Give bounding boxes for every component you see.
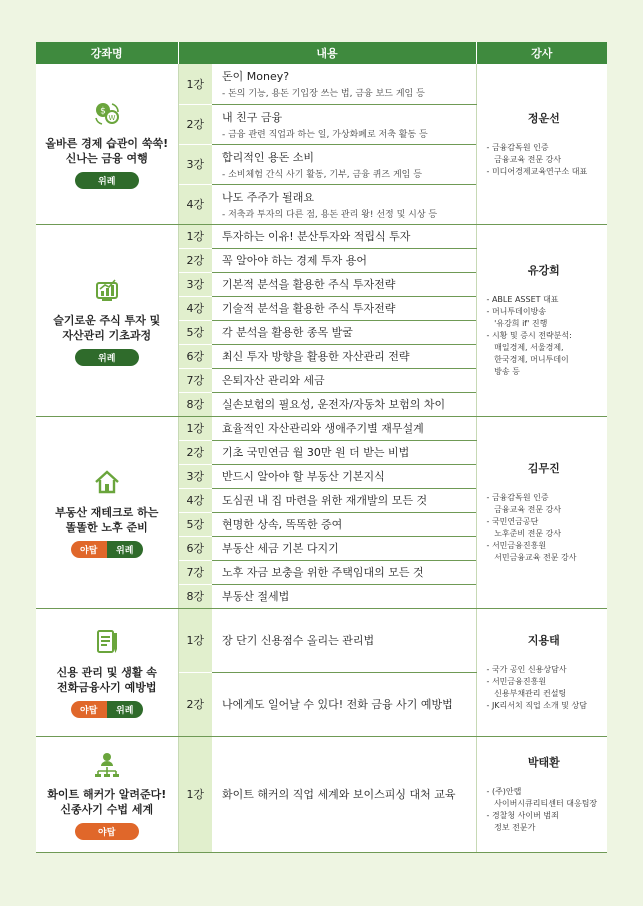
session-number: 4강 <box>178 184 212 224</box>
location-badge: 위례 <box>107 541 143 558</box>
session-number: 6강 <box>178 344 212 368</box>
course-section <box>36 224 607 416</box>
course-section <box>36 416 607 608</box>
instructor-profile: - 금융감독원 인증 금융교육 전문 강사 - 미디어경제교육연구소 대표 <box>486 142 588 176</box>
session-number: 7강 <box>178 560 212 584</box>
location-badge: 야탑 <box>71 541 107 558</box>
location-badge: 위례 <box>75 172 139 189</box>
session-number: 3강 <box>178 272 212 296</box>
location-badge: 야탑 <box>71 701 107 718</box>
lecture-cell <box>36 608 178 736</box>
header-lecture: 강좌명 <box>36 42 178 64</box>
instructor-cell <box>476 736 607 852</box>
session-number: 1강 <box>178 224 212 248</box>
session-number: 3강 <box>178 144 212 184</box>
session-number: 4강 <box>178 488 212 512</box>
session-content: 도심권 내 집 마련을 위한 재개발의 모든 것 <box>212 488 476 512</box>
header-content: 내용 <box>178 42 476 64</box>
instructor-name: 지용태 <box>527 634 560 647</box>
location-badge: 위례 <box>107 701 143 718</box>
course-section <box>36 608 607 736</box>
session-number: 1강 <box>178 736 212 852</box>
lecture-cell <box>36 416 178 608</box>
session-number: 4강 <box>178 296 212 320</box>
instructor-cell <box>476 64 607 224</box>
session-number: 2강 <box>178 440 212 464</box>
money-exchange-icon <box>92 98 122 128</box>
session-content: 꼭 알아야 하는 경제 투자 용어 <box>212 248 476 272</box>
session-content: 합리적인 용돈 소비 - 소비체험 간식 사기 활동, 기부, 금융 퀴즈 게임 등 <box>212 144 476 184</box>
instructor-name: 유강희 <box>527 264 560 277</box>
instructor-cell <box>476 224 607 416</box>
header-instructor: 강사 <box>476 42 607 64</box>
house-icon <box>92 467 122 497</box>
session-content: 현명한 상속, 똑똑한 증여 <box>212 512 476 536</box>
course-table-wrapper <box>36 42 607 853</box>
session-content: 기본적 분석을 활용한 주식 투자전략 <box>212 272 476 296</box>
stock-chart-icon <box>92 275 122 305</box>
lecture-cell <box>36 736 178 852</box>
instructor-name: 정운선 <box>527 111 560 125</box>
session-number: 6강 <box>178 536 212 560</box>
session-content: 반드시 알아야 할 부동산 기본지식 <box>212 464 476 488</box>
instructor-profile: - 국가 공인 신용상담사 - 서민금융진흥원 신용부채관리 컨설팅 - JK리서치 직업 소개 및 상담 <box>486 665 588 710</box>
session-number: 1강 <box>178 416 212 440</box>
session-number: 2강 <box>178 104 212 144</box>
document-pen-icon <box>92 627 122 657</box>
course-section <box>36 64 607 224</box>
instructor-profile: - ABLE ASSET 대표 - 머니투데이방송 '유강희 if' 진행 - 시황 및 증시 전략분석: 매일경제, 서울경제, 한국경제, 머니투데이 방송 등 <box>486 295 572 376</box>
course-table <box>36 42 607 853</box>
session-content: 부동산 절세법 <box>212 584 476 608</box>
session-content: 각 분석을 활용한 종목 발굴 <box>212 320 476 344</box>
session-content: 실손보험의 필요성, 운전자/자동차 보험의 차이 <box>212 392 476 416</box>
session-number: 1강 <box>178 64 212 104</box>
session-number: 2강 <box>178 672 212 736</box>
session-content: 부동산 세금 기본 다지기 <box>212 536 476 560</box>
location-badge: 위례 <box>75 349 139 366</box>
session-content: 투자하는 이유! 분산투자와 적립식 투자 <box>212 224 476 248</box>
instructor-name: 김무진 <box>527 462 560 475</box>
course-title: 화이트 해커가 알려준다! 신종사기 수법 세계 <box>47 787 167 816</box>
session-content: 화이트 해커의 직업 세계와 보이스피싱 대처 교육 <box>212 736 476 852</box>
hacker-network-icon <box>92 749 122 779</box>
session-content: 은퇴자산 관리와 세금 <box>212 368 476 392</box>
session-content: 나도 주주가 될래요 - 저축과 투자의 다른 점, 용돈 관리 왕! 선정 및 시상 등 <box>212 184 476 224</box>
svg-text:$: $ <box>99 106 106 117</box>
instructor-name: 박태환 <box>527 756 560 769</box>
session-content: 노후 자금 보충을 위한 주택임대의 모든 것 <box>212 560 476 584</box>
course-title: 슬기로운 주식 투자 및 자산관리 기초과정 <box>53 313 161 342</box>
session-number: 5강 <box>178 512 212 536</box>
session-number: 5강 <box>178 320 212 344</box>
location-badge: 야탑 <box>75 823 139 840</box>
session-number: 1강 <box>178 608 212 672</box>
course-title: 올바른 경제 습관이 쑥쑥! 신나는 금융 여행 <box>45 137 169 166</box>
session-content: 효율적인 자산관리와 생애주기별 재무설계 <box>212 416 476 440</box>
lecture-cell <box>36 224 178 416</box>
session-content: 최신 투자 방향을 활용한 자산관리 전략 <box>212 344 476 368</box>
session-content: 나에게도 일어날 수 있다! 전화 금융 사기 예방법 <box>212 672 476 736</box>
session-number: 3강 <box>178 464 212 488</box>
session-content: 내 친구 금융 - 금융 관련 직업과 하는 일, 가상화폐로 저축 활동 등 <box>212 104 476 144</box>
session-content: 기초 국민연금 월 30만 원 더 받는 비법 <box>212 440 476 464</box>
session-number: 8강 <box>178 584 212 608</box>
session-content: 돈이 Money? - 돈의 기능, 용돈 기입장 쓰는 법, 금융 보드 게임 등 <box>212 64 476 104</box>
course-section <box>36 736 607 852</box>
lecture-cell <box>36 64 178 224</box>
table-header <box>36 42 607 64</box>
session-content: 장 단기 신용점수 올리는 관리법 <box>212 608 476 672</box>
course-title: 신용 관리 및 생활 속 전화금융사기 예방법 <box>56 665 157 694</box>
svg-text:W: W <box>108 114 116 123</box>
instructor-cell <box>476 416 607 608</box>
instructor-profile: - (주)안랩 사이버시큐리티센터 대응팀장 - 경찰청 사이버 범죄 정보 전문가 <box>486 787 598 832</box>
session-number: 2강 <box>178 248 212 272</box>
instructor-cell <box>476 608 607 736</box>
instructor-profile: - 금융감독원 인증 금융교육 전문 강사 - 국민연금공단 노후준비 전문 강사 - 서민금융진흥원 서민금융교육 전문 강사 <box>486 493 577 562</box>
course-title: 부동산 재테크로 하는 똘똘한 노후 준비 <box>55 505 159 534</box>
session-number: 7강 <box>178 368 212 392</box>
session-number: 8강 <box>178 392 212 416</box>
session-content: 기술적 분석을 활용한 주식 투자전략 <box>212 296 476 320</box>
